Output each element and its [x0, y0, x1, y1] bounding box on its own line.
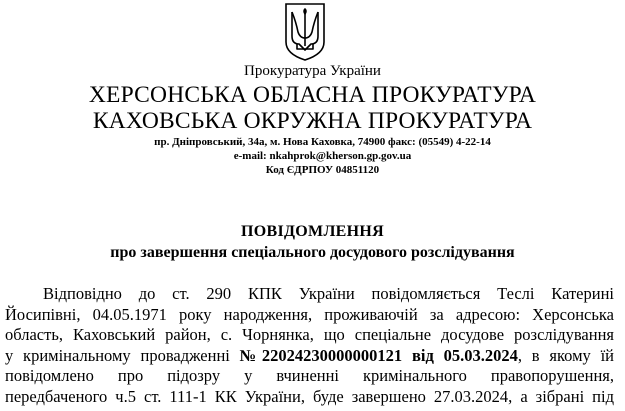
address-line: пр. Дніпровський, 34а, м. Нова Каховка, 74900 факс: (05549) 4-22-14	[154, 136, 491, 148]
case-number: №22024230000000121 від 05.03.2024	[239, 345, 518, 365]
trident-coat-of-arms-icon	[284, 2, 326, 62]
parent-organization: Прокуратура України	[244, 63, 381, 79]
body-line: передбаченого ч.5 ст. 111-1 КК України, буде завершено 27.03.2024, а зібрані під	[5, 386, 614, 406]
body-line: область, Каховський район, с. Чорнянка, що спеціальне досудове розслідування	[5, 325, 614, 344]
body-text-segment: , в якому їй	[517, 345, 614, 365]
edrpou-code: Код ЄДРПОУ 04851120	[265, 164, 380, 176]
body-line	[5, 346, 614, 367]
body-line: Йосипівні, 04.05.1971 року народження, проживаючій за адресою: Херсонська	[5, 304, 614, 324]
district-prosecutor-office-title: КАХОВСЬКА ОКРУЖНА ПРОКУРАТУРА	[92, 108, 533, 134]
body-text-segment: у кримінальному провадженні	[5, 345, 240, 365]
document-body	[5, 284, 614, 407]
body-line: Відповідно до ст. 290 КПК України повідомляється Теслі Катерині	[43, 284, 614, 303]
document-title: ПОВІДОМЛЕННЯ	[241, 223, 384, 240]
body-line: повідомлено про підозру у вчиненні кримінального правопорушення,	[5, 366, 614, 385]
regional-prosecutor-office-title: ХЕРСОНСЬКА ОБЛАСНА ПРОКУРАТУРА	[88, 82, 537, 108]
email-line: e-mail: nkahprok@kherson.gp.gov.ua	[233, 150, 412, 162]
document-subtitle: про завершення спеціального досудового розслідування	[110, 244, 515, 261]
